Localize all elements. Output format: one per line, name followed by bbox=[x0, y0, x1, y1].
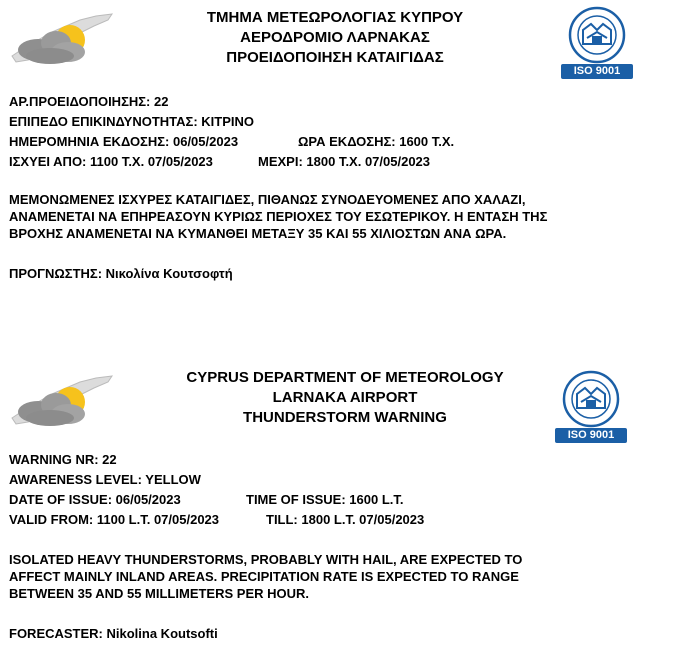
forecaster: FORECASTER: Nikolina Koutsofti bbox=[9, 626, 218, 641]
iso-certification-icon bbox=[556, 6, 638, 78]
awareness-level: AWARENESS LEVEL: YELLOW bbox=[9, 472, 201, 487]
iso-9001-badge: ISO 9001 bbox=[555, 428, 627, 443]
header-title-line-3: THUNDERSTORM WARNING bbox=[243, 409, 447, 426]
time-of-issue: TIME OF ISSUE: 1600 L.T. bbox=[246, 492, 404, 507]
date-of-issue: ΗΜΕΡΟΜΗΝΙΑ ΕΚΔΟΣΗΣ: 06/05/2023 bbox=[9, 134, 239, 149]
warning-body-line: ISOLATED HEAVY THUNDERSTORMS, PROBABLY WITH HAIL, ARE EXPECTED TO bbox=[9, 552, 523, 567]
time-of-issue: ΩΡΑ ΕΚΔΟΣΗΣ: 1600 Τ.Χ. bbox=[298, 134, 455, 149]
forecaster: ΠΡΟΓΝΩΣΤΗΣ: Νικολίνα Κουτσοφτή bbox=[9, 266, 233, 281]
valid-from: VALID FROM: 1100 L.T. 07/05/2023 bbox=[9, 512, 220, 527]
header-title-line-2: LARNAKA AIRPORT bbox=[272, 389, 418, 406]
header-title-line-2: ΑΕΡΟΔΡΟΜΙΟ ΛΑΡΝΑΚΑΣ bbox=[240, 29, 430, 46]
iso-certification-icon bbox=[550, 370, 632, 442]
cyprus-weather-logo-icon bbox=[8, 372, 120, 434]
english-warning-section bbox=[0, 362, 680, 654]
warning-body-line: ΒΡΟΧΗΣ ΑΝΑΜΕΝΕΤΑΙ ΝΑ ΚΥΜΑΝΘΕΙ ΜΕΤΑΞΥ 35 ΚΑΙ 55 ΧΙΛΙΟΣΤΩΝ ΑΝΑ ΩΡΑ. bbox=[9, 226, 507, 241]
header-title-line-1: CYPRUS DEPARTMENT OF METEOROLOGY bbox=[186, 369, 504, 386]
warning-body-line: BETWEEN 35 AND 55 MILLIMETERS PER HOUR. bbox=[9, 586, 309, 601]
header-title-line-1: ΤΜΗΜΑ ΜΕΤΕΩΡΟΛΟΓΙΑΣ ΚΥΠΡΟΥ bbox=[206, 9, 464, 26]
header-title-line-3: ΠΡΟΕΙΔΟΠΟΙΗΣΗ ΚΑΤΑΙΓΙΔΑΣ bbox=[226, 49, 444, 66]
iso-9001-badge: ISO 9001 bbox=[561, 64, 633, 79]
warning-body-line: ΑΝΑΜΕΝΕΤΑΙ ΝΑ ΕΠΗΡΕΑΣΟΥΝ ΚΥΡΙΩΣ ΠΕΡΙΟΧΕΣ ΤΟΥ ΕΣΩΤΕΡΙΚΟΥ. Η ΕΝΤΑΣΗ ΤΗΣ bbox=[9, 209, 548, 224]
warning-body-line: ΜΕΜΟΝΩΜΕΝΕΣ ΙΣΧΥΡΕΣ ΚΑΤΑΙΓΙΔΕΣ, ΠΙΘΑΝΩΣ ΣΥΝΟΔΕΥΟΜΕΝΕΣ ΑΠΟ ΧΑΛΑΖΙ, bbox=[9, 192, 526, 207]
cyprus-weather-logo-icon bbox=[8, 10, 120, 72]
valid-from: ΙΣΧΥΕΙ ΑΠΟ: 1100 Τ.Χ. 07/05/2023 bbox=[9, 154, 213, 169]
warning-body-line: AFFECT MAINLY INLAND AREAS. PRECIPITATION RATE IS EXPECTED TO RANGE bbox=[9, 569, 519, 584]
awareness-level: ΕΠΙΠΕΔΟ ΕΠΙΚΙΝΔΥΝΟΤΗΤΑΣ: ΚΙΤΡΙΝΟ bbox=[9, 114, 255, 129]
date-of-issue: DATE OF ISSUE: 06/05/2023 bbox=[9, 492, 181, 507]
warning-number: ΑΡ.ΠΡΟΕΙΔΟΠΟΙΗΣΗΣ: 22 bbox=[9, 94, 169, 109]
valid-till: TILL: 1800 L.T. 07/05/2023 bbox=[266, 512, 425, 527]
valid-till: ΜΕΧΡΙ: 1800 Τ.Χ. 07/05/2023 bbox=[258, 154, 431, 169]
warning-number: WARNING NR: 22 bbox=[9, 452, 117, 467]
